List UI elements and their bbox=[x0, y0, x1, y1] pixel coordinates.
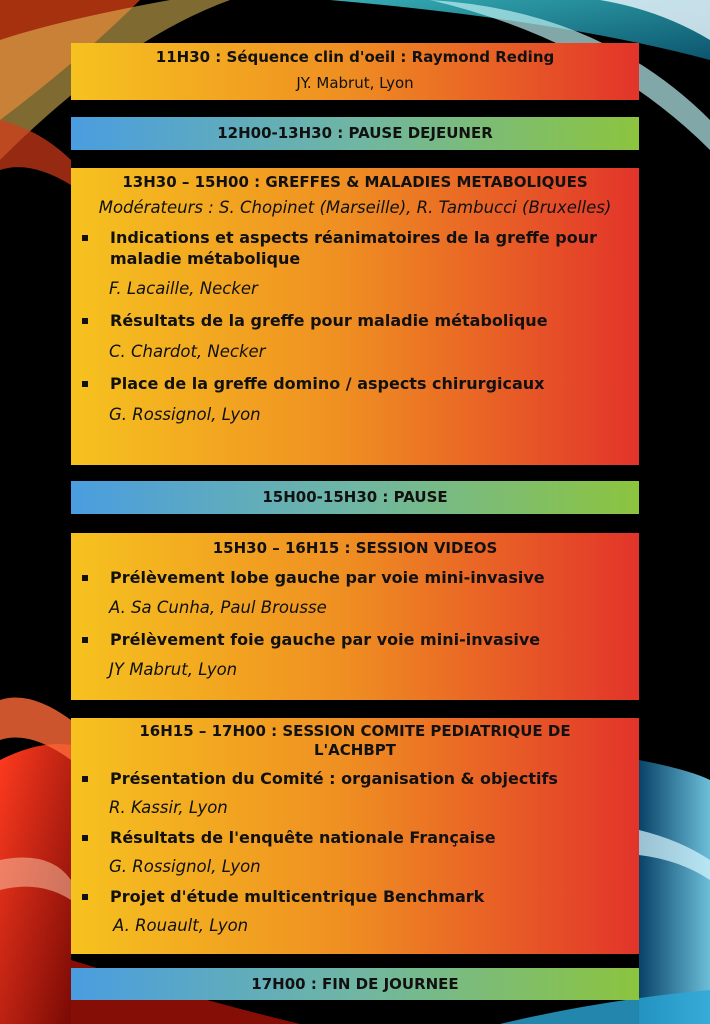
session-title: 15H30 – 16H15 : SESSION VIDEOS bbox=[212, 539, 498, 557]
talk-speaker: A. Rouault, Lyon bbox=[113, 916, 249, 935]
session-speaker: JY. Mabrut, Lyon bbox=[296, 74, 414, 92]
talk-list bbox=[71, 227, 639, 425]
talk-list bbox=[71, 567, 639, 680]
talk-speaker: G. Rossignol, Lyon bbox=[109, 857, 261, 876]
talk-speaker: C. Chardot, Necker bbox=[109, 342, 266, 361]
break-block-end-of-day bbox=[71, 968, 639, 1000]
session-block-reding bbox=[71, 43, 639, 100]
break-title: 17H00 : FIN DE JOURNEE bbox=[251, 975, 459, 993]
talk-title: Présentation du Comité : organisation & objectifs bbox=[71, 768, 639, 789]
talk-title: Projet d'étude multicentrique Benchmark bbox=[71, 886, 639, 907]
list-item bbox=[71, 310, 639, 362]
list-item bbox=[71, 373, 639, 425]
talk-speaker: F. Lacaille, Necker bbox=[109, 279, 258, 298]
talk-speaker: R. Kassir, Lyon bbox=[109, 798, 228, 817]
talk-title: Résultats de la greffe pour maladie métabolique bbox=[71, 310, 639, 331]
talk-list bbox=[71, 768, 639, 936]
list-item bbox=[71, 567, 639, 618]
talk-title: Prélèvement foie gauche par voie mini-invasive bbox=[71, 629, 639, 650]
talk-speaker: G. Rossignol, Lyon bbox=[109, 405, 261, 424]
session-block-pediatric-committee bbox=[71, 718, 639, 954]
talk-speaker: A. Sa Cunha, Paul Brousse bbox=[109, 598, 327, 617]
list-item bbox=[71, 227, 639, 299]
talk-title: Prélèvement lobe gauche par voie mini-invasive bbox=[71, 567, 639, 588]
talk-speaker: JY Mabrut, Lyon bbox=[109, 660, 238, 679]
break-block-pause bbox=[71, 481, 639, 514]
break-title: 15H00-15H30 : PAUSE bbox=[262, 488, 448, 506]
list-item bbox=[71, 629, 639, 680]
session-block-videos bbox=[71, 533, 639, 700]
break-block-lunch bbox=[71, 117, 639, 150]
talk-title: Indications et aspects réanimatoires de la greffe pour maladie métabolique bbox=[71, 227, 639, 269]
session-title: 11H30 : Séquence clin d'oeil : Raymond Reding bbox=[155, 48, 555, 66]
talk-title: Résultats de l'enquête nationale Française bbox=[71, 827, 639, 848]
list-item bbox=[71, 886, 639, 936]
talk-title: Place de la greffe domino / aspects chirurgicaux bbox=[71, 373, 639, 394]
list-item bbox=[71, 768, 639, 818]
list-item bbox=[71, 827, 639, 877]
break-title: 12H00-13H30 : PAUSE DEJEUNER bbox=[217, 124, 493, 142]
session-moderators: Modérateurs : S. Chopinet (Marseille), R. Tambucci (Bruxelles) bbox=[98, 198, 612, 217]
session-title: 13H30 – 15H00 : GREFFES & MALADIES METABOLIQUES bbox=[122, 173, 588, 191]
session-title: 16H15 – 17H00 : SESSION COMITE PEDIATRIQUE DE L'ACHBPT bbox=[139, 722, 571, 759]
session-block-metabolic bbox=[71, 168, 639, 465]
